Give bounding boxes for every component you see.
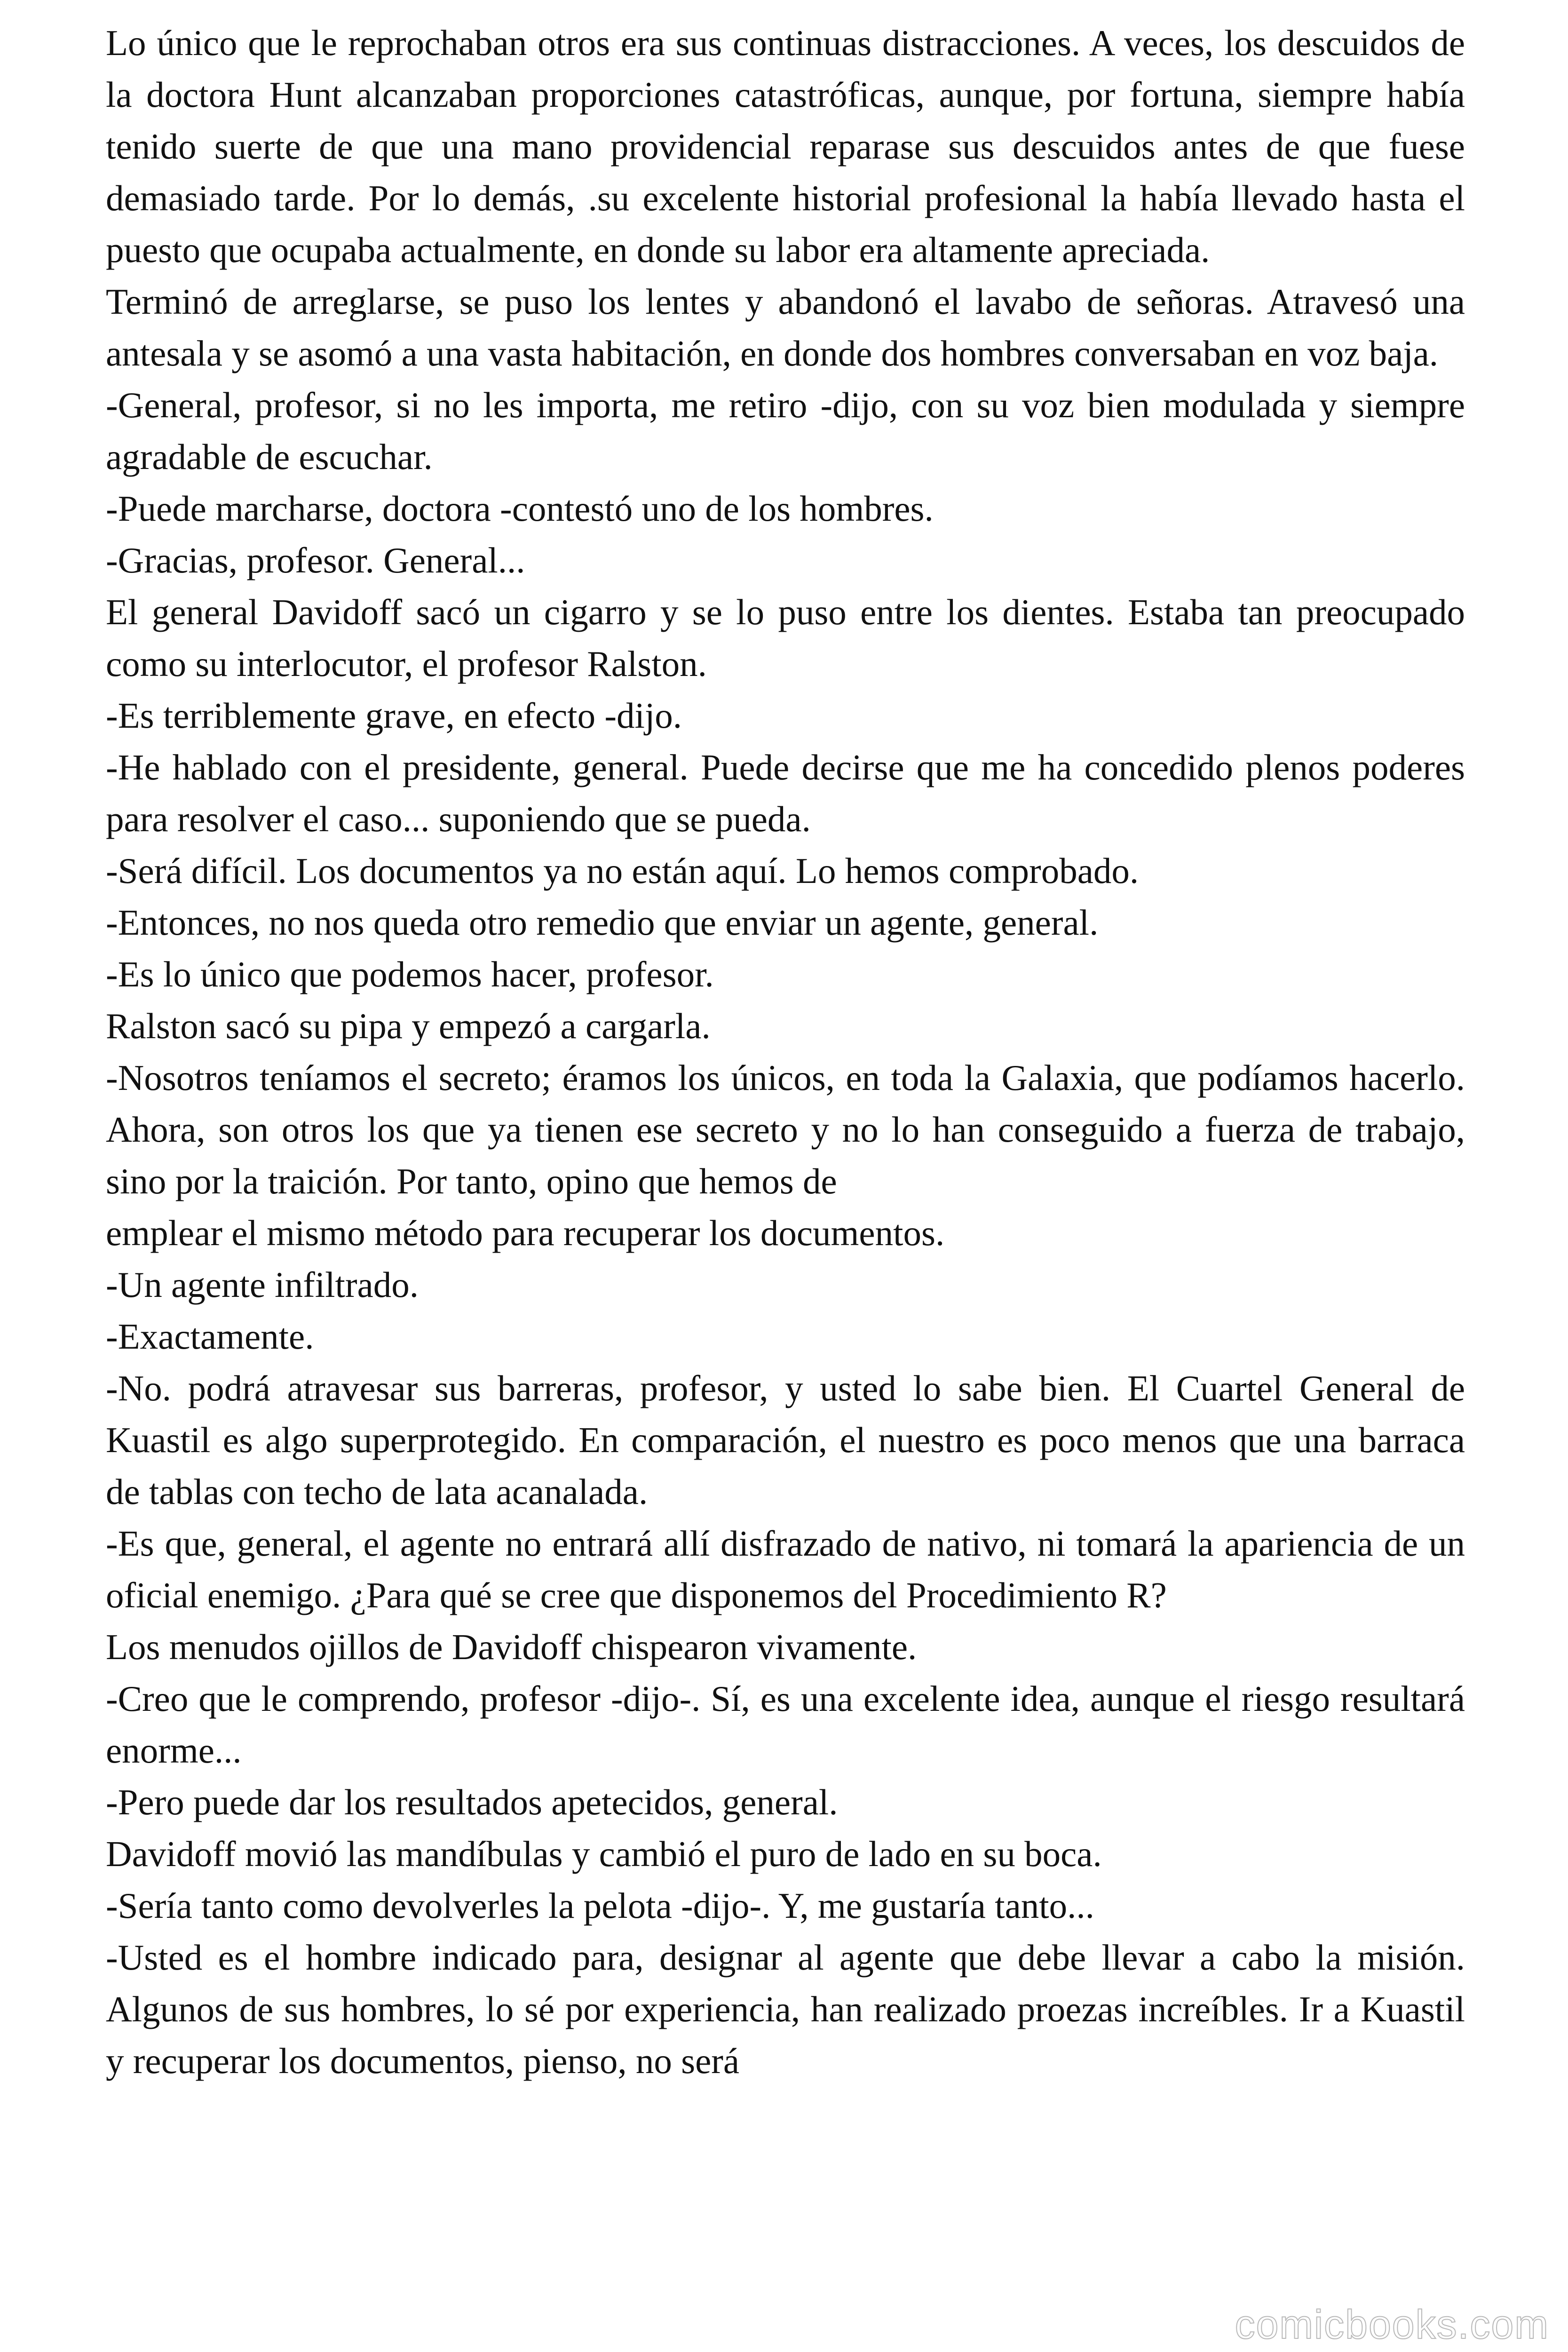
paragraph-3: -General, profesor, si no les importa, me retiro -dijo, con su voz bien modulada y siempre agradable de escuchar. (106, 385, 1465, 477)
paragraph-23: -Sería tanto como devolverles la pelota -dijo-. Y, me gustaría tanto... (106, 1885, 1094, 1926)
paragraph-4: -Puede marcharse, doctora -contestó uno de los hombres. (106, 488, 934, 529)
paragraph-16: -Exactamente. (106, 1316, 314, 1357)
paragraph-24: -Usted es el hombre indicado para, designar al agente que debe llevar a cabo la misión. Algunos de sus hombres, lo sé por experiencia, han realizado proezas increíbles. Ir a Kuastil y recuperar los documentos, pienso, no será (106, 1937, 1465, 2081)
paragraph-21: -Pero puede dar los resultados apetecidos, general. (106, 1782, 838, 1822)
paragraph-6: El general Davidoff sacó un cigarro y se lo puso entre los dientes. Estaba tan preocupado como su interlocutor, el profesor Ralston. (106, 592, 1465, 684)
paragraph-14: emplear el mismo método para recuperar los documentos. (106, 1213, 945, 1253)
paragraph-17: -No. podrá atravesar sus barreras, profesor, y usted lo sabe bien. El Cuartel General de Kuastil es algo superprotegido. En comparación, el nuestro es poco menos que una barraca de tablas con techo de lata acanalada. (106, 1368, 1465, 1512)
paragraph-12: Ralston sacó su pipa y empezó a cargarla. (106, 1006, 711, 1046)
paragraph-2: Terminó de arreglarse, se puso los lentes y abandonó el lavabo de señoras. Atravesó una antesala y se asomó a una vasta habitación, en donde dos hombres conversaban en voz baja. (106, 281, 1465, 373)
paragraph-10: -Entonces, no nos queda otro remedio que enviar un agente, general. (106, 902, 1099, 943)
paragraph-9: -Será difícil. Los documentos ya no están aquí. Lo hemos comprobado. (106, 850, 1139, 891)
paragraph-11: -Es lo único que podemos hacer, profesor. (106, 954, 714, 994)
paragraph-1: Lo único que le reprochaban otros era sus continuas distracciones. A veces, los descuidos de la doctora Hunt alcanzaban proporciones catastróficas, aunque, por fortuna, siempre había tenido suerte de que una mano providencial reparase sus descuidos antes de que fuese demasiado tarde. Por lo demás, .su excelente historial profesional la había llevado hasta el puesto que ocupaba actualmente, en donde su labor era altamente apreciada. (106, 23, 1465, 270)
paragraph-8: -He hablado con el presidente, general. Puede decirse que me ha concedido plenos poderes para resolver el caso... suponiendo que se pueda. (106, 747, 1465, 839)
paragraph-19: Los menudos ojillos de Davidoff chispearon vivamente. (106, 1627, 917, 1667)
paragraph-22: Davidoff movió las mandíbulas y cambió el puro de lado en su boca. (106, 1834, 1102, 1874)
paragraph-5: -Gracias, profesor. General... (106, 540, 525, 580)
paragraph-18: -Es que, general, el agente no entrará allí disfrazado de nativo, ni tomará la apariencia de un oficial enemigo. ¿Para qué se cree que disponemos del Procedimiento R? (106, 1523, 1465, 1615)
site-watermark: comicbooks.com (1235, 2302, 1549, 2347)
page-body-text (106, 17, 1465, 2087)
paragraph-15: -Un agente infiltrado. (106, 1264, 419, 1305)
paragraph-13: -Nosotros teníamos el secreto; éramos los únicos, en toda la Galaxia, que podíamos hacerlo. Ahora, son otros los que ya tienen ese secreto y no lo han conseguido a fuerza de trabajo, sino por la traición. Por tanto, opino que hemos de (106, 1057, 1465, 1201)
paragraph-20: -Creo que le comprendo, profesor -dijo-. Sí, es una excelente idea, aunque el riesgo resultará enorme... (106, 1678, 1465, 1771)
paragraph-7: -Es terriblemente grave, en efecto -dijo. (106, 695, 682, 736)
